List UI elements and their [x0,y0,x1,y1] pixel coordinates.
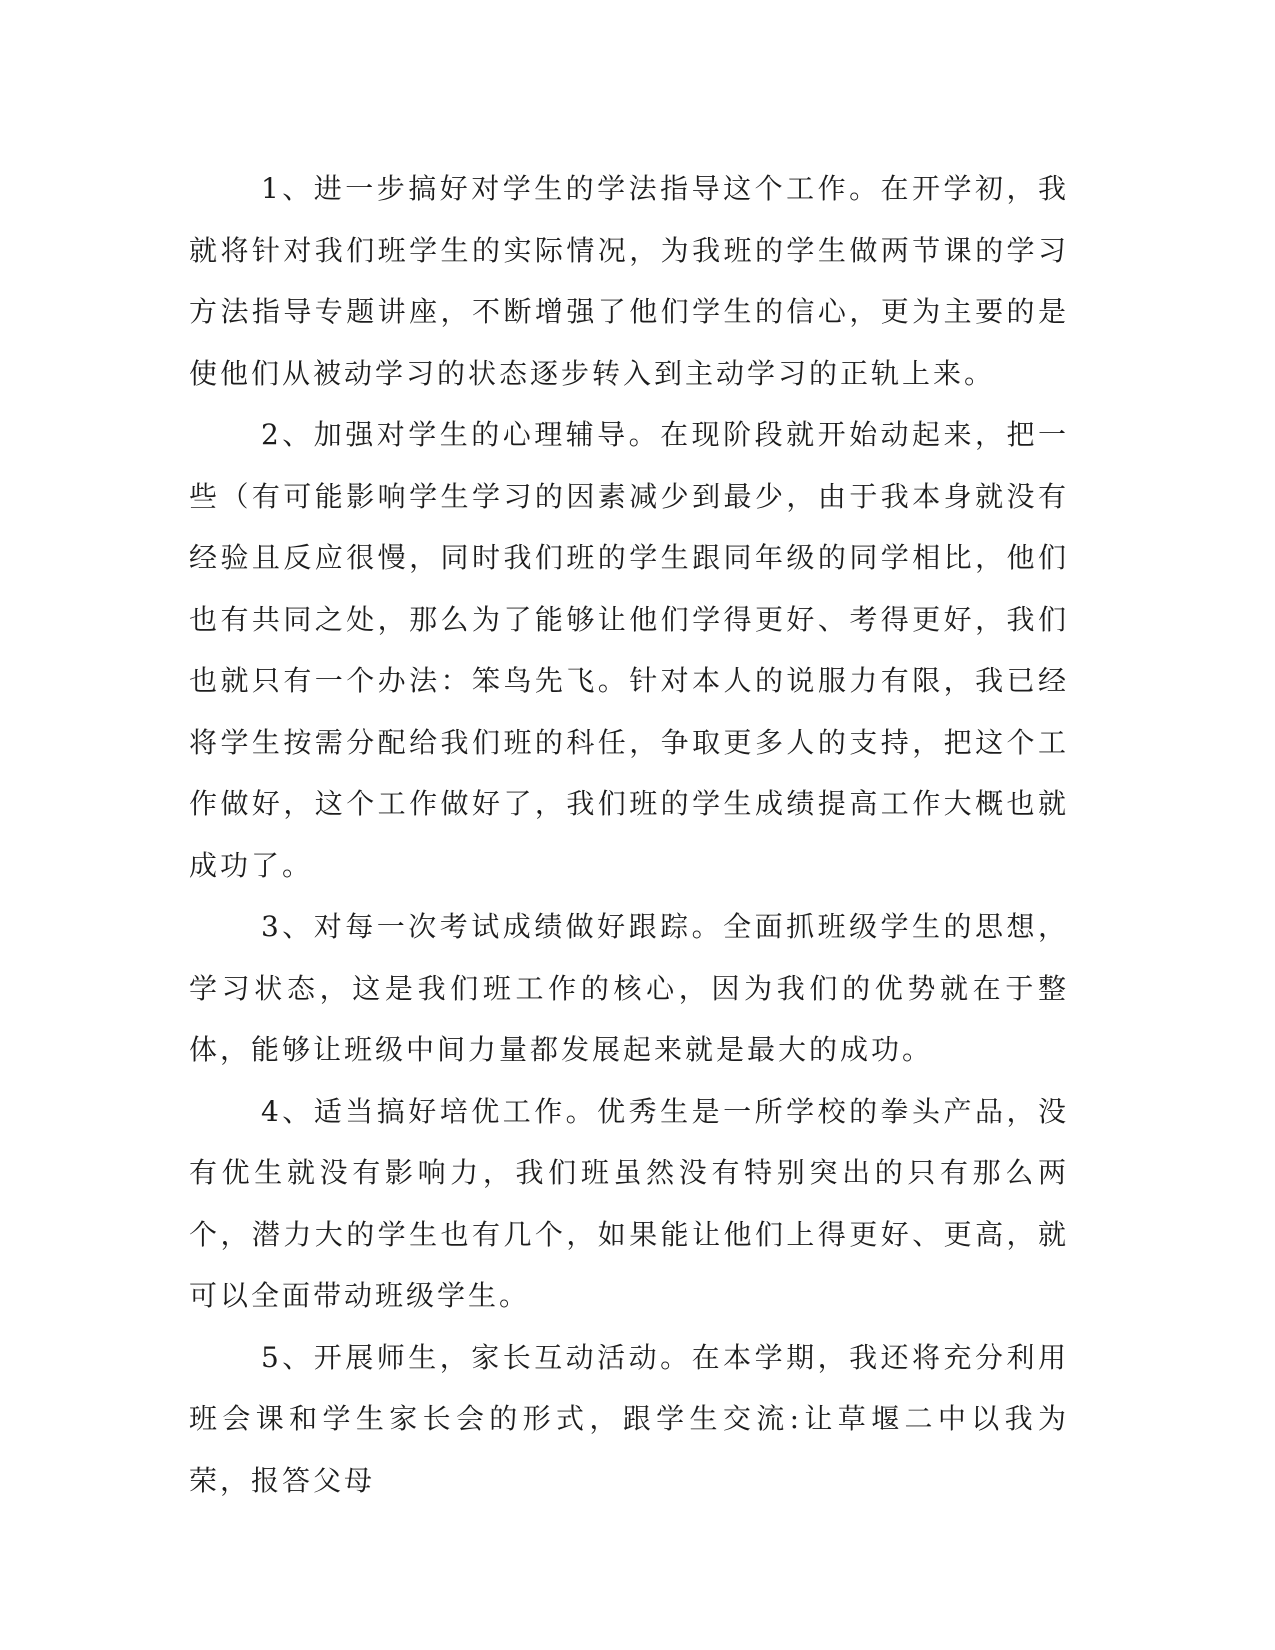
paragraph-3: 3、对每一次考试成绩做好跟踪。全面抓班级学生的思想，学习状态，这是我们班工作的核心，因为我们的优势就在于整体，能够让班级中间力量都发展起来就是最大的成功。 [189,910,1069,1066]
document-body [189,158,1069,1511]
paragraph-2: 2、加强对学生的心理辅导。在现阶段就开始动起来，把一些（有可能影响学生学习的因素减少到最少，由于我本身就没有经验且反应很慢，同时我们班的学生跟同年级的同学相比，他们也有共同之处，那么为了能够让他们学得更好、考得更好，我们也就只有一个办法：笨鸟先飞。针对本人的说服力有限，我已经将学生按需分配给我们班的科任，争取更多人的支持，把这个工作做好，这个工作做好了，我们班的学生成绩提高工作大概也就成功了。 [189,418,1069,882]
paragraph-4: 4、适当搞好培优工作。优秀生是一所学校的拳头产品，没有优生就没有影响力，我们班虽然没有特别突出的只有那么两个，潜力大的学生也有几个，如果能让他们上得更好、更高，就可以全面带动班级学生。 [189,1094,1069,1312]
paragraph-5: 5、开展师生，家长互动活动。在本学期，我还将充分利用班会课和学生家长会的形式，跟学生交流:让草堰二中以我为荣，报答父母 [189,1340,1069,1497]
paragraph-1: 1、进一步搞好对学生的学法指导这个工作。在开学初，我就将针对我们班学生的实际情况，为我班的学生做两节课的学习方法指导专题讲座，不断增强了他们学生的信心，更为主要的是使他们从被动学习的状态逐步转入到主动学习的正轨上来。 [189,172,1069,390]
